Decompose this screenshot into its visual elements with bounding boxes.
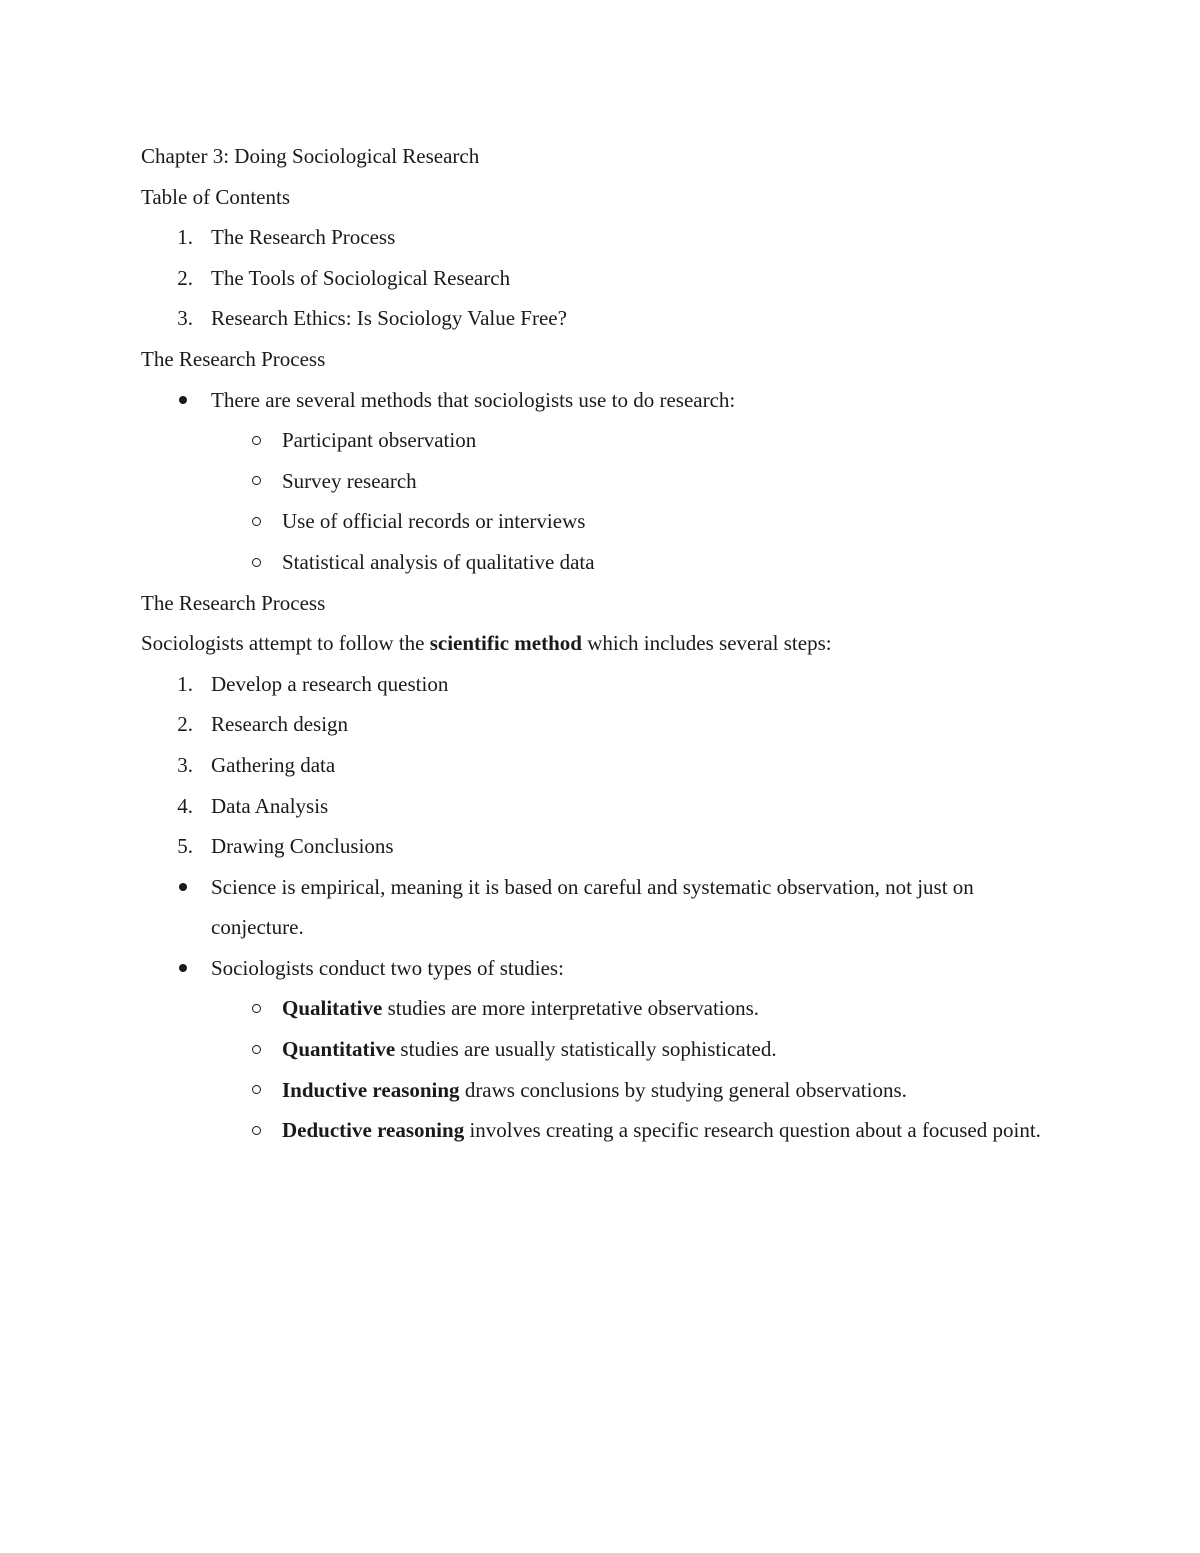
ring-bullet-icon — [249, 992, 263, 1024]
sub-bullet-item: Statistical analysis of qualitative data — [141, 546, 1051, 587]
toc-item: 3. Research Ethics: Is Sociology Value Free? — [177, 306, 567, 331]
sub-bullet-item: Inductive reasoning draws conclusions by studying general observations. — [141, 1074, 1051, 1115]
toc-item: 1. The Research Process — [177, 225, 396, 250]
bullet-item: There are several methods that sociologists use to do research: — [141, 384, 1051, 425]
sub-bullet-item: Deductive reasoning involves creating a specific research question about a focused point. — [141, 1114, 1051, 1195]
ring-bullet-icon — [249, 505, 263, 537]
intro-paragraph: Sociologists attempt to follow the scientific method which includes several steps: — [141, 631, 832, 656]
sub-bullet-item: Participant observation — [141, 424, 1051, 465]
step-item: 3. Gathering data — [177, 752, 336, 777]
bullet-item: Sociologists conduct two types of studies: — [141, 952, 1051, 993]
step-item: 4. Data Analysis — [177, 793, 329, 818]
sub-bullet-item: Survey research — [141, 465, 1051, 506]
step-item: 1. Develop a research question — [177, 671, 449, 696]
bullet-icon — [177, 871, 189, 903]
sub-bullet-item: Use of official records or interviews — [141, 505, 1051, 546]
ring-bullet-icon — [249, 1033, 263, 1065]
step-item: 2. Research design — [177, 712, 349, 737]
sub-bullet-item: Qualitative studies are more interpretative observations. — [141, 992, 1051, 1033]
section-heading: The Research Process — [141, 346, 326, 371]
bullet-icon — [177, 952, 189, 984]
ring-bullet-icon — [249, 1074, 263, 1106]
ring-bullet-icon — [249, 1114, 263, 1146]
toc-item: 2. The Tools of Sociological Research — [177, 265, 511, 290]
bullet-icon — [177, 384, 189, 416]
ring-bullet-icon — [249, 546, 263, 578]
bullet-item: Science is empirical, meaning it is based on careful and systematic observation, not just on conjecture. — [141, 871, 1051, 952]
ring-bullet-icon — [249, 424, 263, 456]
toc-heading: Table of Contents — [141, 184, 290, 209]
ring-bullet-icon — [249, 465, 263, 497]
section-heading: The Research Process — [141, 590, 326, 615]
step-item: 5. Drawing Conclusions — [177, 834, 394, 859]
chapter-title: Chapter 3: Doing Sociological Research — [141, 144, 480, 168]
sub-bullet-item: Quantitative studies are usually statistically sophisticated. — [141, 1033, 1051, 1074]
document-body — [141, 140, 1051, 1195]
